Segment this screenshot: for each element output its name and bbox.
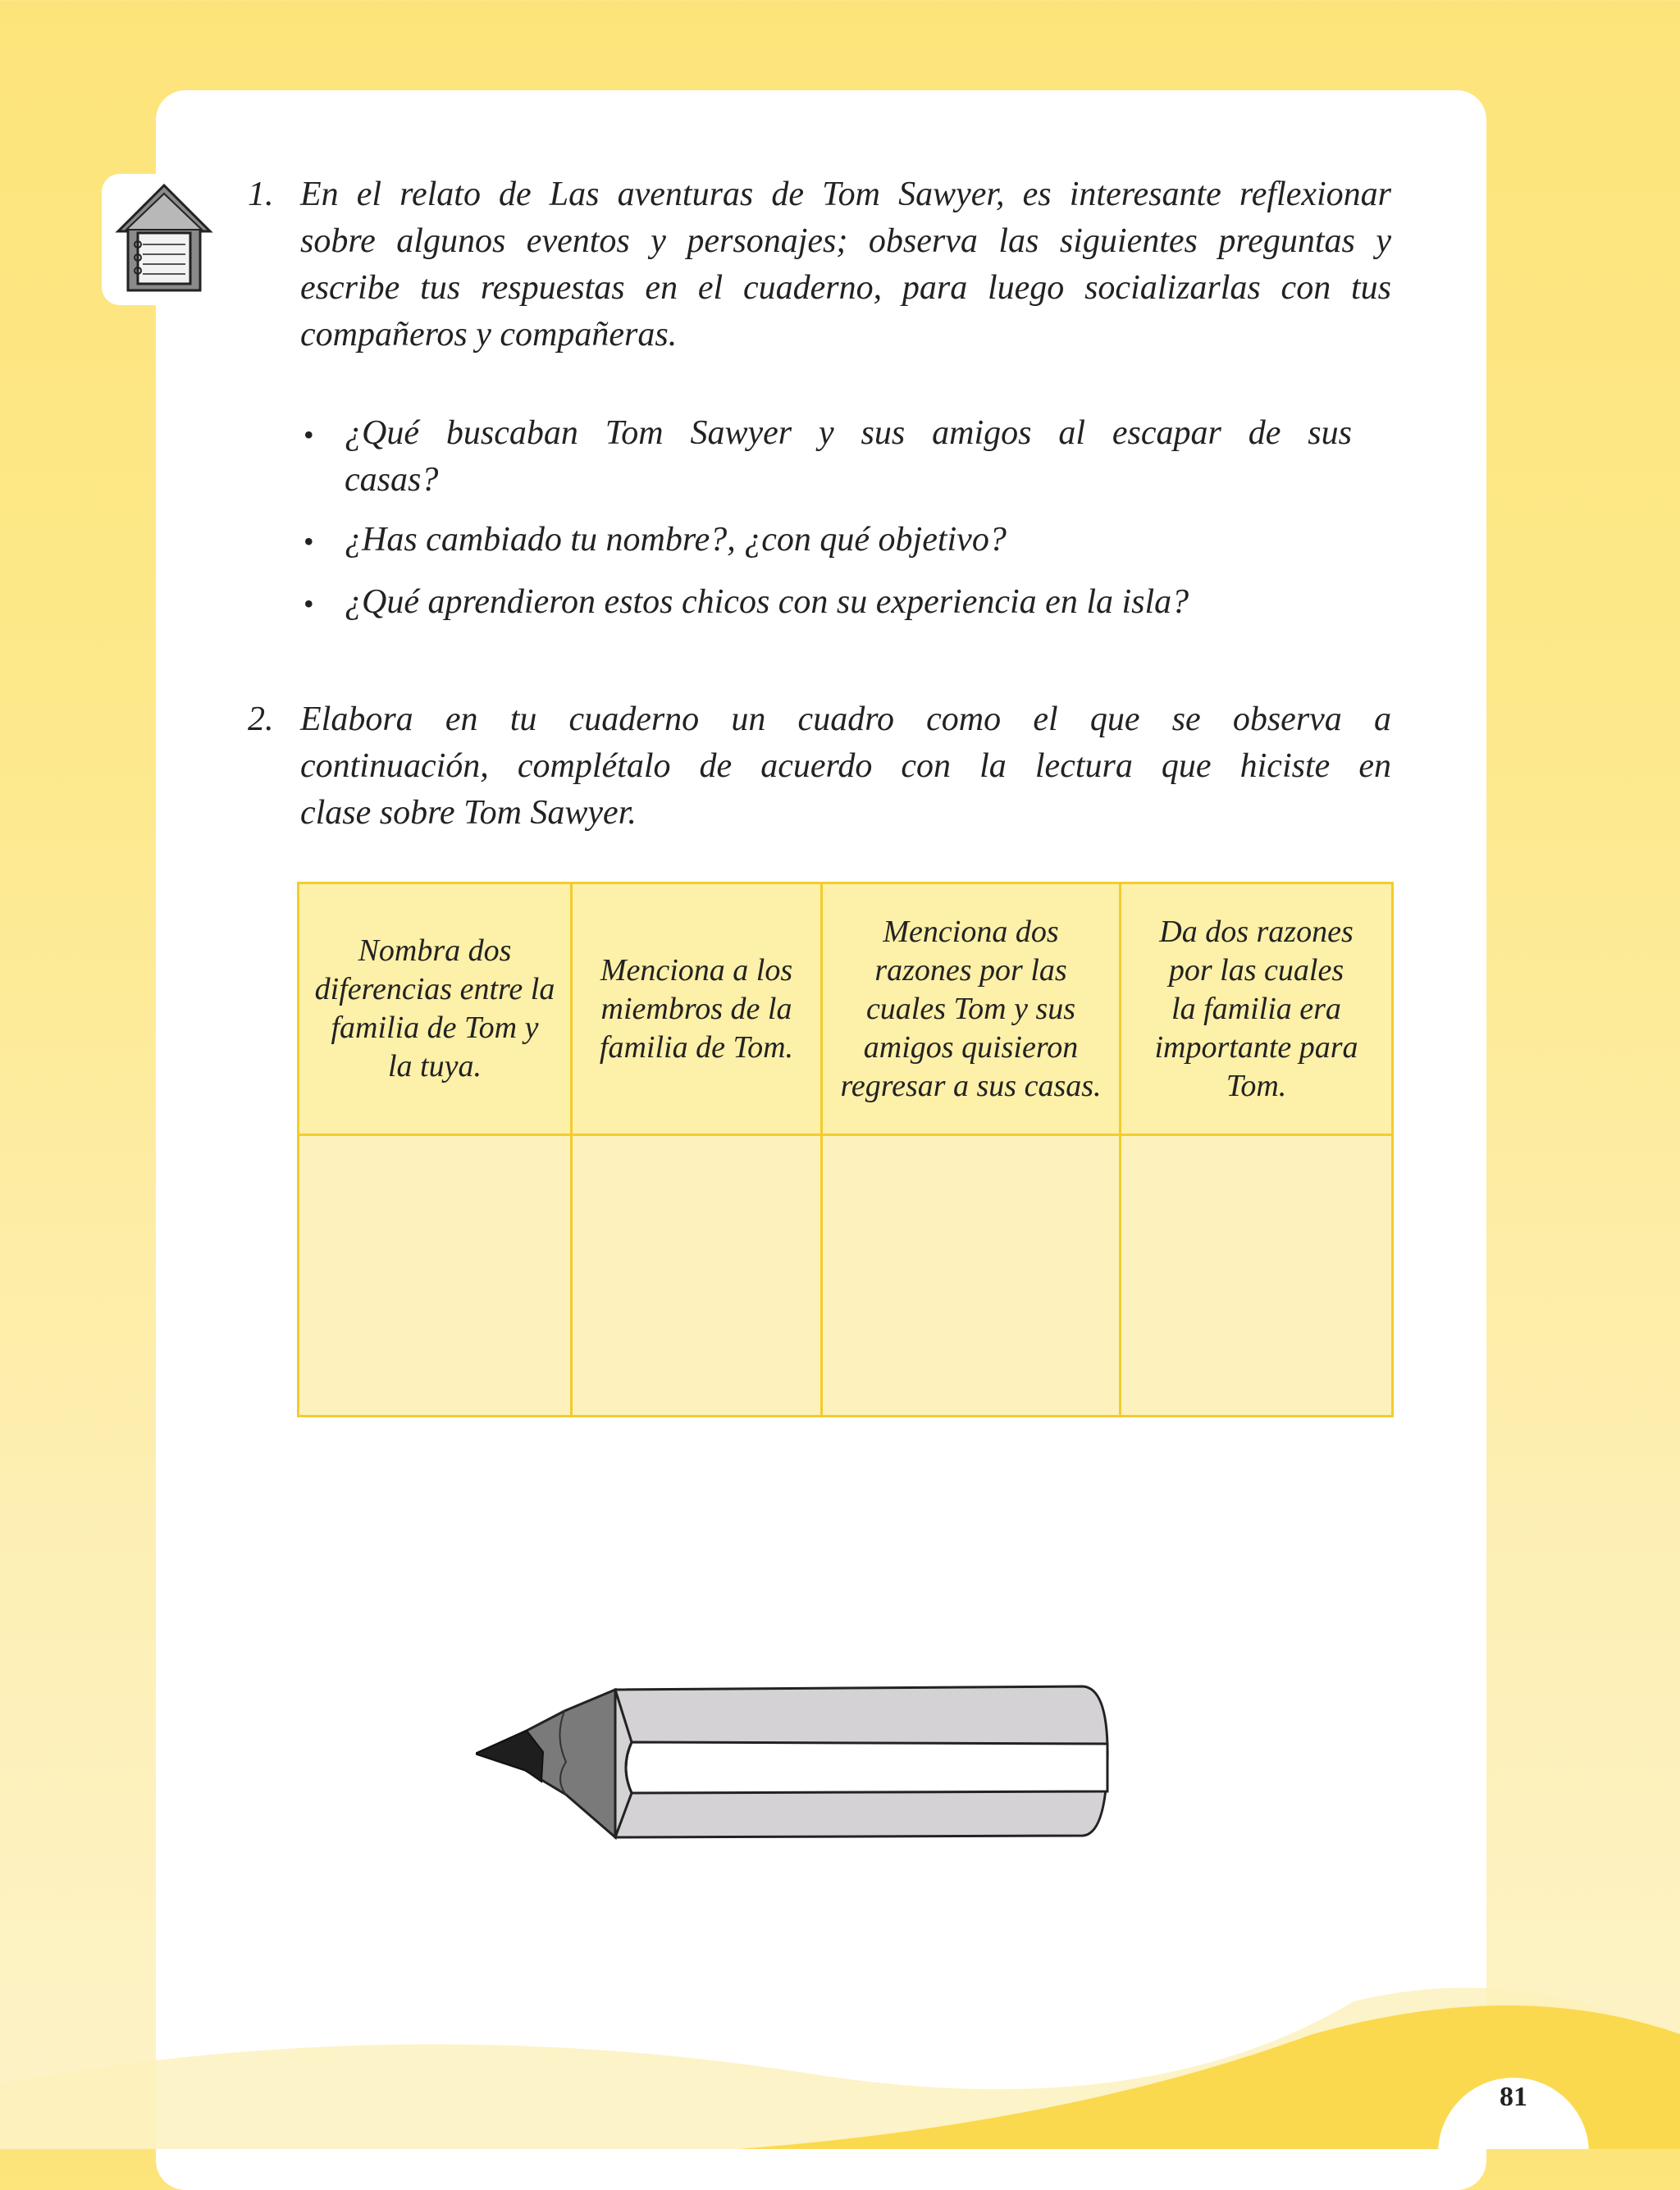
header-line: la familia era <box>1171 991 1341 1026</box>
header-line: razones por las <box>874 952 1067 988</box>
activity-2-line: Elabora en tu cuaderno un cuadro como el que se observa a <box>300 700 1391 738</box>
activity-1-line: compañeros y compañeras. <box>300 316 678 354</box>
table-answer-row <box>299 1135 1393 1417</box>
table-header-row <box>299 883 1393 1135</box>
header-line: cuales Tom y sus <box>865 991 1076 1026</box>
question-2 <box>345 517 1362 563</box>
header-line: regresar a sus casas. <box>840 1068 1102 1103</box>
question-3-line: ¿Qué aprendieron estos chicos con su experiencia en la isla? <box>345 583 1189 621</box>
home-icon[interactable] <box>115 182 213 293</box>
header-line: familia de Tom. <box>599 1029 794 1065</box>
header-line: amigos quisieron <box>863 1029 1079 1065</box>
bullet: • <box>304 587 314 620</box>
header-line: Menciona dos <box>883 914 1059 949</box>
header-line: la tuya. <box>388 1049 482 1084</box>
header-line: Tom. <box>1226 1068 1287 1103</box>
pencil-illustration <box>476 1672 1116 1852</box>
header-line: familia de Tom y <box>331 1011 539 1045</box>
question-3 <box>345 579 1362 626</box>
header-line: diferencias entre la <box>314 972 555 1006</box>
header-cell-differences <box>299 883 572 1135</box>
question-1 <box>345 410 1352 504</box>
bottom-wave <box>0 1985 1680 2149</box>
activity-2-line: continuación, complétalo de acuerdo con la lectura que hiciste en <box>300 747 1391 785</box>
question-1-line: ¿Qué buscaban Tom Sawyer y sus amigos al escapar de sus <box>345 414 1352 452</box>
activity-2-text <box>300 696 1391 837</box>
answer-cell <box>572 1135 822 1417</box>
bullet: • <box>304 418 314 451</box>
header-line: Menciona a los <box>600 952 793 988</box>
header-line: Da dos razones <box>1159 914 1354 949</box>
header-line: Nombra dos <box>358 933 512 968</box>
activity-1-line: sobre algunos eventos y personajes; observa las siguientes preguntas y <box>300 222 1391 260</box>
header-line: miembros de la <box>600 991 792 1026</box>
activity-1-line: En el relato de Las aventuras de Tom Sawyer, es interesante reflexionar <box>300 176 1391 213</box>
header-cell-reasons-return <box>822 883 1121 1135</box>
activity-1-number: 1. <box>248 176 274 213</box>
activity-2-line: clase sobre Tom Sawyer. <box>300 794 637 832</box>
activity-2-number: 2. <box>248 700 274 738</box>
question-1-line: casas? <box>345 461 439 499</box>
answer-table <box>297 882 1394 1417</box>
question-2-line: ¿Has cambiado tu nombre?, ¿con qué objetivo? <box>345 521 1007 559</box>
answer-cell <box>299 1135 572 1417</box>
activity-1-text <box>300 171 1391 358</box>
page-number: 81 <box>1500 2082 1527 2112</box>
answer-cell <box>822 1135 1121 1417</box>
bullet: • <box>304 525 314 558</box>
header-line: por las cuales <box>1168 952 1344 988</box>
header-cell-family-members <box>572 883 822 1135</box>
header-cell-family-importance <box>1121 883 1393 1135</box>
answer-cell <box>1121 1135 1393 1417</box>
header-line: importante para <box>1154 1029 1358 1065</box>
activity-1-line: escribe tus respuestas en el cuaderno, para luego socializarlas con tus <box>300 269 1391 307</box>
